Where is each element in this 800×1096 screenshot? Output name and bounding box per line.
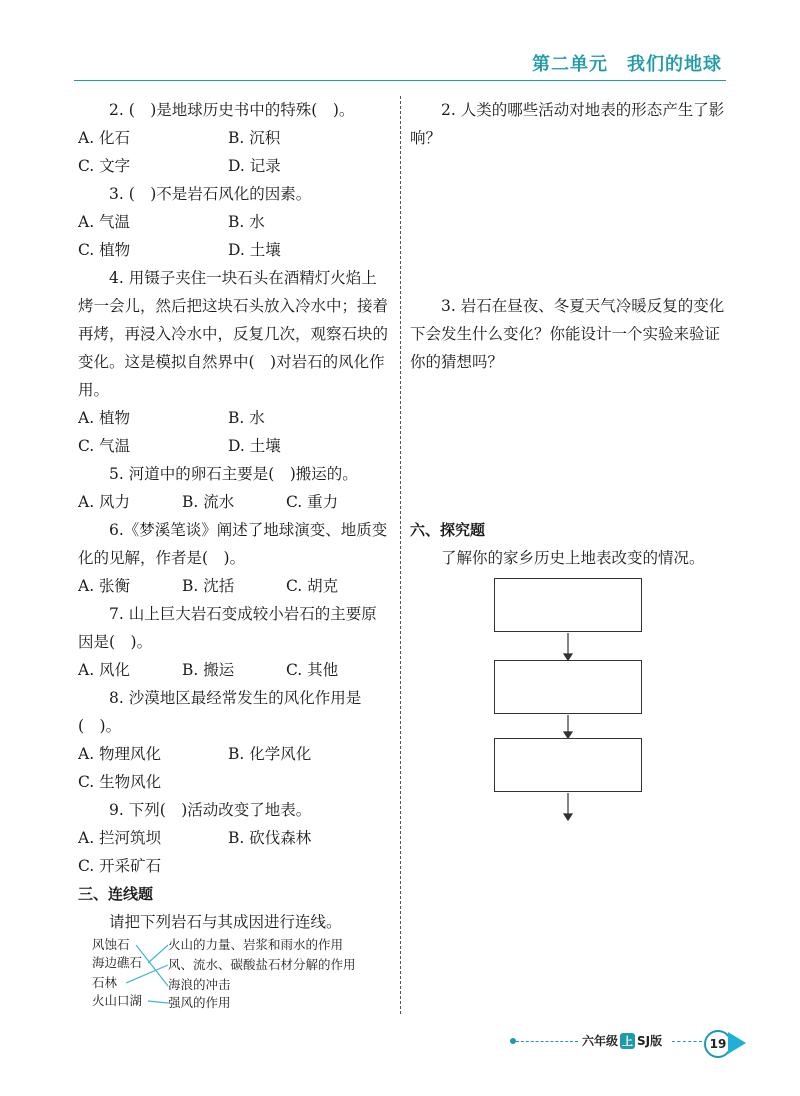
matching-exercise [92,936,392,1014]
option: B. 沈括 [182,577,235,595]
grade-label [582,1032,662,1049]
page-number: 19 [704,1030,732,1058]
header-rule [74,80,726,81]
option: C. 开采矿石 [78,857,162,875]
option: C. 文字 [78,157,131,175]
section-6-title: 六、探究题 [410,521,486,539]
page-footer [510,1030,750,1054]
match-left-item[interactable]: 海边礁石 [92,955,143,970]
section-3-instruction: 请把下列岩石与其成因进行连线。 [109,913,342,931]
edition-label: SJ版 [637,1034,663,1048]
option: B. 砍伐森林 [228,829,312,847]
question-r3: 3. 岩石在昼夜、冬夏天气冷暖反复的变化下会发生什么变化？你能设计一个实验来验证你的猜想吗？ [410,297,725,371]
question-2-options-row2 [78,152,390,180]
option: C. 其他 [286,661,339,679]
option: C. 气温 [78,437,131,455]
option: B. 流水 [182,493,235,511]
flow-chart [494,578,644,823]
section-3-title: 三、连线题 [78,885,154,903]
question-6: 6.《梦溪笔谈》阐述了地球演变、地质变化的见解，作者是( )。 [78,521,388,567]
option: B. 搬运 [182,661,235,679]
question-9-options [78,824,390,852]
question-4-options [78,404,390,432]
column-divider [400,96,401,1014]
match-line [148,1001,168,1003]
question-3: 3. ( )不是岩石风化的因素。 [109,185,312,203]
footer-dash [516,1041,578,1042]
question-6-options [78,572,390,600]
match-line [136,945,168,986]
answer-space[interactable] [410,152,726,292]
match-line [148,945,168,963]
flow-arrowhead [564,654,572,660]
question-9-options-row2 [78,852,390,880]
grade-prefix: 六年级 [582,1034,619,1048]
option: C. 生物风化 [78,773,162,791]
question-3-options [78,208,390,236]
question-4-options-row2 [78,432,390,460]
match-right-item[interactable]: 强风的作用 [168,995,231,1010]
question-7-options [78,656,390,684]
option: A. 张衡 [78,577,131,595]
option: D. 土壤 [228,437,281,455]
option: C. 植物 [78,241,131,259]
question-4: 4. 用镊子夹住一块石头在酒精灯火焰上烤一会儿，然后把这块石头放入冷水中；接着再烤，再浸入冷水中，反复几次，观察石块的变化。这是模拟自然界中( )对岩石的风化作用。 [78,269,389,399]
option: A. 植物 [78,409,131,427]
question-2: 2. ( )是地球历史书中的特殊( )。 [109,101,355,119]
match-right-item[interactable]: 海浪的冲击 [168,977,231,992]
option: B. 沉积 [228,129,281,147]
flow-arrows [494,578,644,823]
option: D. 土壤 [228,241,281,259]
match-left-item[interactable]: 火山口湖 [92,993,143,1008]
page-arrow-icon [728,1032,746,1054]
question-r2: 2. 人类的哪些活动对地表的形态产生了影响？ [410,101,725,147]
option: C. 胡克 [286,577,339,595]
match-right-item[interactable]: 风、流水、碳酸盐石材分解的作用 [168,957,356,972]
match-left-item[interactable]: 石林 [92,975,118,990]
term-badge: 上 [622,1035,634,1048]
option: A. 物理风化 [78,745,162,763]
question-7: 7. 山上巨大岩石变成较小岩石的主要原因是( )。 [78,605,377,651]
match-left-item[interactable]: 风蚀石 [92,937,130,952]
answer-space[interactable] [410,376,726,516]
question-9: 9. 下列( )活动改变了地表。 [109,801,312,819]
match-right-item[interactable]: 火山的力量、岩浆和雨水的作用 [168,937,344,952]
left-column [78,96,390,936]
question-8-options [78,740,390,768]
footer-dash [672,1041,702,1042]
match-lines [92,936,392,1014]
unit-title: 第二单元 我们的地球 [532,54,722,75]
option: A. 化石 [78,129,131,147]
option: A. 气温 [78,213,131,231]
section-6-instruction: 了解你的家乡历史上地表改变的情况。 [441,549,705,567]
match-line [126,965,168,983]
right-column [410,96,726,572]
option: A. 风化 [78,661,131,679]
option: A. 拦河筑坝 [78,829,162,847]
option: A. 风力 [78,493,131,511]
question-5: 5. 河道中的卵石主要是( )搬运的。 [109,465,358,483]
option: B. 水 [228,409,265,427]
option: B. 水 [228,213,265,231]
option: B. 化学风化 [228,745,312,763]
flow-arrowhead [564,732,572,738]
question-8: 8. 沙漠地区最经常发生的风化作用是( )。 [78,689,362,735]
question-3-options-row2 [78,236,390,264]
option: D. 记录 [228,157,281,175]
question-2-options [78,124,390,152]
question-5-options [78,488,390,516]
question-8-options-row2 [78,768,390,796]
option: C. 重力 [286,493,339,511]
flow-arrowhead [564,814,572,820]
